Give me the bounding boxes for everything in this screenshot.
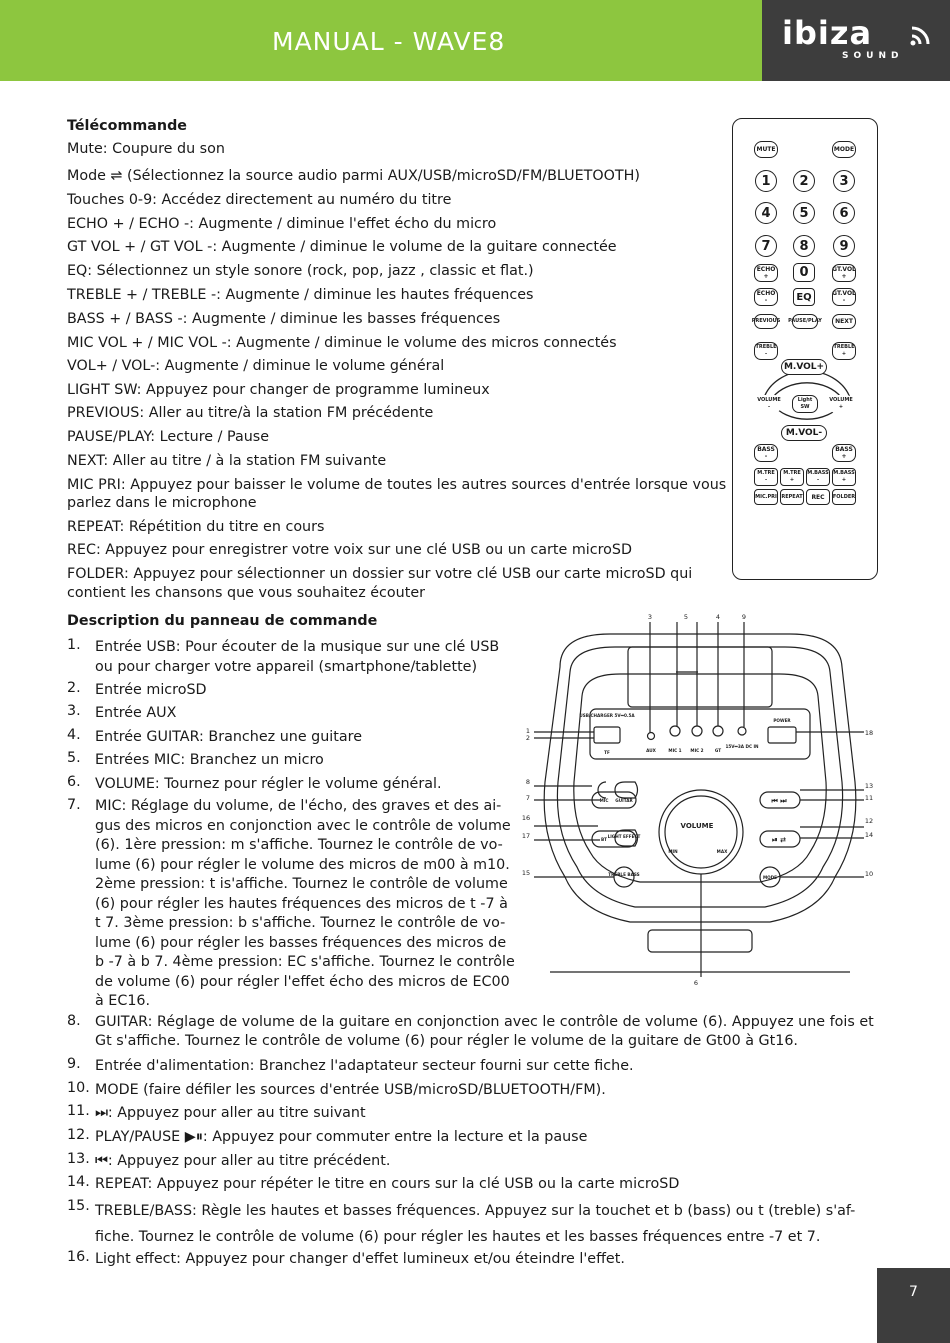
panel-heading: Description du panneau de commande bbox=[67, 613, 378, 629]
list-item-text: PLAY/PAUSE bbox=[95, 1129, 181, 1145]
panel-dcin-label: 15V⎓3A DC IN bbox=[725, 744, 759, 749]
remote-repeat-button: REPEAT bbox=[780, 489, 804, 505]
previous-track-icon: ⏮ bbox=[95, 1153, 108, 1169]
remote-echo-minus: ECHO - bbox=[754, 288, 778, 306]
remote-mvol-minus: M.VOL- bbox=[781, 425, 827, 441]
remote-description-line: PREVIOUS: Aller au titre/à la station FM précédente bbox=[67, 405, 434, 421]
play-pause-icon: ▶⏸ bbox=[180, 1129, 203, 1145]
remote-digit-3: 3 bbox=[833, 170, 855, 192]
list-item-text: Gt s'affiche. Tournez le contrôle de volume (6) pour régler le volume de la guitare de Gt00 à Gt16. bbox=[95, 1033, 798, 1049]
remote-description-line: VOL+ / VOL-: Augmente / diminue le volume général bbox=[67, 358, 445, 374]
remote-digit-2: 2 bbox=[793, 170, 815, 192]
callout-7: 7 bbox=[525, 794, 531, 802]
list-item-number: 6. bbox=[67, 774, 81, 790]
remote-digit-5: 5 bbox=[793, 202, 815, 224]
callout-14: 14 bbox=[864, 831, 874, 839]
list-item-number: 13. bbox=[67, 1151, 90, 1167]
panel-play-repeat-icons: ⏯ ⇄ bbox=[772, 836, 786, 844]
remote-digit-0: 0 bbox=[793, 263, 815, 282]
remote-digit-1: 1 bbox=[755, 170, 777, 192]
list-item-text: (6) pour régler les hautes fréquences des micros de t -7 à bbox=[95, 895, 508, 912]
panel-guitar-button: GUITAR bbox=[615, 798, 633, 803]
remote-description-line: GT VOL + / GT VOL -: Augmente / diminue le volume de la guitare connectée bbox=[67, 239, 617, 255]
remote-volume-plus: VOLUME + bbox=[829, 395, 853, 413]
remote-description-line: FOLDER: Appuyez pour sélectionner un dossier sur votre clé USB our carte microSD qui bbox=[67, 566, 693, 582]
remote-mbass-minus: M.BASS - bbox=[806, 468, 830, 486]
remote-control-drawing bbox=[732, 118, 878, 580]
remote-pauseplay-button: PAUSE/PLAY bbox=[792, 314, 818, 329]
list-item bbox=[95, 680, 207, 700]
remote-next-button: NEXT bbox=[832, 314, 856, 329]
remote-description-line: REC: Appuyez pour enregistrer votre voix sur une clé USB ou un carte microSD bbox=[67, 542, 632, 558]
list-item-text: ou pour charger votre appareil (smartphone/tablette) bbox=[95, 659, 478, 675]
list-item-text: : Appuyez pour commuter entre la lecture et la pause bbox=[202, 1129, 588, 1145]
remote-rec-button: REC bbox=[806, 489, 830, 505]
list-item bbox=[95, 1056, 634, 1076]
list-item-number: 9. bbox=[67, 1056, 81, 1072]
list-item bbox=[95, 1198, 855, 1250]
control-panel-drawing bbox=[520, 612, 880, 987]
list-item-text: Entrées MIC: Branchez un micro bbox=[95, 752, 324, 768]
list-item-text: t 7. 3ème pression: b s'affiche. Tournez le contrôle de vo- bbox=[95, 915, 506, 931]
remote-description-line: BASS + / BASS -: Augmente / diminue les basses fréquences bbox=[67, 311, 501, 327]
panel-mode-button: MODE bbox=[762, 875, 778, 880]
callout-1: 1 bbox=[525, 727, 531, 735]
list-item-text: REPEAT: Appuyez pour répéter le titre en cours sur la clé USB ou la carte microSD bbox=[95, 1176, 680, 1192]
panel-tf-label: TF bbox=[604, 750, 610, 755]
callout-5: 5 bbox=[683, 613, 689, 621]
page-title: MANUAL - WAVE8 bbox=[272, 27, 506, 56]
callout-9: 9 bbox=[741, 613, 747, 621]
list-item bbox=[95, 727, 362, 747]
list-item-number: 8. bbox=[67, 1013, 81, 1029]
remote-mute-button: MUTE bbox=[754, 141, 778, 158]
list-item-text: MIC: Réglage du volume, de l'écho, des graves et des ai- bbox=[95, 798, 502, 814]
callout-4: 4 bbox=[715, 613, 721, 621]
list-item-number: 16. bbox=[67, 1249, 90, 1265]
callout-18: 18 bbox=[864, 729, 874, 737]
panel-prev-next-icons: ⏮ ⏭ bbox=[771, 797, 787, 805]
remote-mvol-plus: M.VOL+ bbox=[781, 359, 827, 375]
callout-6: 6 bbox=[693, 979, 699, 987]
list-item bbox=[95, 1127, 587, 1147]
remote-treble-plus: TREBLE + bbox=[832, 342, 856, 360]
logo-sub: SOUND bbox=[842, 51, 904, 61]
list-item-number: 5. bbox=[67, 750, 81, 766]
remote-gtvol-minus: GT.VOL - bbox=[832, 290, 856, 304]
remote-echo-plus: ECHO + bbox=[754, 264, 778, 282]
next-track-icon: ⏭ bbox=[95, 1105, 108, 1121]
list-item-number: 12. bbox=[67, 1127, 90, 1143]
list-item-text: Entrée USB: Pour écouter de la musique sur une clé USB bbox=[95, 639, 500, 655]
list-item-text: : Appuyez pour aller au titre précédent. bbox=[107, 1153, 391, 1169]
remote-folder-button: FOLDER bbox=[832, 489, 856, 505]
panel-bt-button: BT bbox=[600, 837, 608, 842]
logo-word: ibiza bbox=[782, 14, 873, 52]
list-item-text: Light effect: Appuyez pour changer d'effet lumineux et/ou éteindre l'effet. bbox=[95, 1251, 625, 1267]
callout-15: 15 bbox=[521, 869, 531, 877]
remote-digit-7: 7 bbox=[755, 235, 777, 257]
list-item-text: Entrée AUX bbox=[95, 705, 177, 721]
remote-previous-button: PREVIOUS bbox=[754, 314, 778, 329]
panel-usb-label: USB/CHARGER 5V⎓0.5A bbox=[579, 713, 635, 718]
panel-aux-label: AUX bbox=[646, 748, 656, 753]
remote-digit-4: 4 bbox=[755, 202, 777, 224]
remote-description-line: MIC PRI: Appuyez pour baisser le volume de toutes les autres sources d'entrée lorsque vous bbox=[67, 477, 727, 493]
list-item-text: fiche. Tournez le contrôle de volume (6) pour régler les hautes et les basses fréquences entre -7 et 7. bbox=[95, 1229, 821, 1245]
panel-mic-button: MIC bbox=[599, 798, 609, 803]
sound-waves-icon bbox=[908, 22, 938, 56]
list-item-text: Entrée d'alimentation: Branchez l'adaptateur secteur fourni sur cette fiche. bbox=[95, 1058, 634, 1074]
panel-volume-label: VOLUME bbox=[680, 822, 714, 830]
remote-description-line: contient les chansons que vous souhaitez écouter bbox=[67, 585, 425, 601]
list-item-text: Entrée microSD bbox=[95, 682, 207, 698]
list-item-text: (6). 1ère pression: m s'affiche. Tournez le contrôle de vo- bbox=[95, 837, 503, 853]
remote-micpri-button: MIC.PRI bbox=[754, 489, 778, 505]
remote-eq-button: EQ bbox=[793, 288, 815, 306]
brand-logo bbox=[762, 0, 950, 81]
page-number-box bbox=[877, 1268, 950, 1343]
list-item bbox=[95, 774, 442, 794]
remote-description-line: MIC VOL + / MIC VOL -: Augmente / diminue le volume des micros connectés bbox=[67, 335, 617, 351]
remote-mode-button: MODE bbox=[832, 141, 856, 158]
remote-description-line: NEXT: Aller au titre / à la station FM suivante bbox=[67, 453, 387, 469]
remote-heading: Télécommande bbox=[67, 118, 187, 134]
list-item-number: 7. bbox=[67, 797, 81, 813]
callout-10: 10 bbox=[864, 870, 874, 878]
panel-treble-bass-button: TREBLE BASS bbox=[608, 872, 640, 877]
remote-description-line: EQ: Sélectionnez un style sonore (rock, pop, jazz , classic et flat.) bbox=[67, 263, 534, 279]
list-item-text: 2ème pression: t is'affiche. Tournez le contrôle de volume bbox=[95, 876, 508, 892]
list-item bbox=[95, 797, 515, 1012]
remote-description-line: TREBLE + / TREBLE -: Augmente / diminue les hautes fréquences bbox=[67, 287, 534, 303]
list-item-number: 1. bbox=[67, 637, 81, 653]
remote-description-line: LIGHT SW: Appuyez pour changer de programme lumineux bbox=[67, 382, 490, 398]
remote-description-line: REPEAT: Répétition du titre en cours bbox=[67, 519, 325, 535]
list-item-text: : Appuyez pour aller au titre suivant bbox=[107, 1105, 366, 1121]
callout-13: 13 bbox=[864, 782, 874, 790]
list-item-text: TREBLE/BASS: Règle les hautes et basses fréquences. Appuyez sur la touchet et b (bass) ou t (treble) s'af- bbox=[95, 1203, 856, 1219]
callout-12: 12 bbox=[864, 817, 874, 825]
list-item-text: MODE (faire défiler les sources d'entrée USB/microSD/BLUETOOTH/FM). bbox=[95, 1082, 606, 1098]
remote-description-line: Touches 0-9: Accédez directement au numéro du titre bbox=[67, 192, 452, 208]
list-item-text: b -7 à b 7. 4ème pression: EC s'affiche. Tournez le contrôle bbox=[95, 954, 515, 970]
list-item bbox=[95, 1080, 606, 1100]
page-number: 7 bbox=[909, 1284, 918, 1300]
list-item-number: 11. bbox=[67, 1103, 90, 1119]
panel-max-label: MAX bbox=[716, 849, 728, 854]
remote-description-line: parlez dans le microphone bbox=[67, 495, 257, 511]
list-item-text: VOLUME: Tournez pour régler le volume général. bbox=[95, 776, 442, 792]
list-item bbox=[95, 1013, 874, 1051]
callout-16: 16 bbox=[521, 814, 531, 822]
list-item-number: 14. bbox=[67, 1174, 90, 1190]
panel-mic2-label: MIC 2 bbox=[690, 748, 704, 753]
remote-description-line: Mute: Coupure du son bbox=[67, 141, 225, 157]
list-item bbox=[95, 703, 176, 723]
remote-digit-6: 6 bbox=[833, 202, 855, 224]
remote-mtre-plus: M.TRE + bbox=[780, 468, 804, 486]
remote-description-line: ECHO + / ECHO -: Augmente / diminue l'effet écho du micro bbox=[67, 216, 497, 232]
list-item bbox=[95, 750, 324, 770]
callout-2: 2 bbox=[525, 734, 531, 742]
remote-gtvol-plus: GT.VOL + bbox=[832, 266, 856, 280]
remote-volume-minus: VOLUME - bbox=[757, 395, 781, 413]
list-item-text: Entrée GUITAR: Branchez une guitare bbox=[95, 729, 362, 745]
list-item-text: lume (6) pour régler les basses fréquences des micros de bbox=[95, 934, 507, 951]
list-item-number: 2. bbox=[67, 680, 81, 696]
callout-3: 3 bbox=[647, 613, 653, 621]
list-item bbox=[95, 1151, 390, 1171]
list-item-number: 15. bbox=[67, 1198, 90, 1214]
list-item-text: GUITAR: Réglage de volume de la guitare en conjonction avec le contrôle de volume (6). Appuyez une fois et bbox=[95, 1014, 874, 1030]
remote-description-line: Mode ⇌ (Sélectionnez la source audio parmi AUX/USB/microSD/FM/BLUETOOTH) bbox=[67, 168, 640, 184]
panel-min-label: MIN bbox=[668, 849, 678, 854]
remote-mbass-plus: M.BASS + bbox=[832, 468, 856, 486]
list-item-number: 3. bbox=[67, 703, 81, 719]
remote-description-line: PAUSE/PLAY: Lecture / Pause bbox=[67, 429, 270, 445]
remote-lightsw-button: Light SW bbox=[792, 395, 818, 413]
remote-digit-9: 9 bbox=[833, 235, 855, 257]
panel-gt-label: GT bbox=[714, 748, 722, 753]
callout-8: 8 bbox=[525, 778, 531, 786]
list-item bbox=[95, 637, 499, 677]
remote-mtre-minus: M.TRE - bbox=[754, 468, 778, 486]
panel-power-label: POWER bbox=[773, 718, 791, 723]
callout-11: 11 bbox=[864, 794, 874, 802]
list-item bbox=[95, 1249, 625, 1269]
list-item-text: gus des micros en conjonction avec le contrôle de volume bbox=[95, 817, 511, 834]
remote-bass-minus: BASS - bbox=[754, 444, 778, 462]
panel-light-effect-button: LIGHT EFFECT bbox=[607, 834, 641, 839]
list-item-number: 10. bbox=[67, 1080, 90, 1096]
remote-bass-plus: BASS + bbox=[832, 444, 856, 462]
list-item-text: à EC16. bbox=[95, 993, 151, 1009]
list-item-text: lume (6) pour régler le volume des micros de m00 à m10. bbox=[95, 856, 510, 873]
list-item bbox=[95, 1103, 366, 1123]
callout-17: 17 bbox=[521, 832, 531, 840]
remote-digit-8: 8 bbox=[793, 235, 815, 257]
list-item-number: 4. bbox=[67, 727, 81, 743]
list-item-text: de volume (6) pour régler l'effet écho des micros de EC00 bbox=[95, 973, 510, 990]
remote-treble-minus: TREBLE - bbox=[754, 342, 778, 360]
panel-mic1-label: MIC 1 bbox=[668, 748, 682, 753]
list-item bbox=[95, 1174, 679, 1194]
